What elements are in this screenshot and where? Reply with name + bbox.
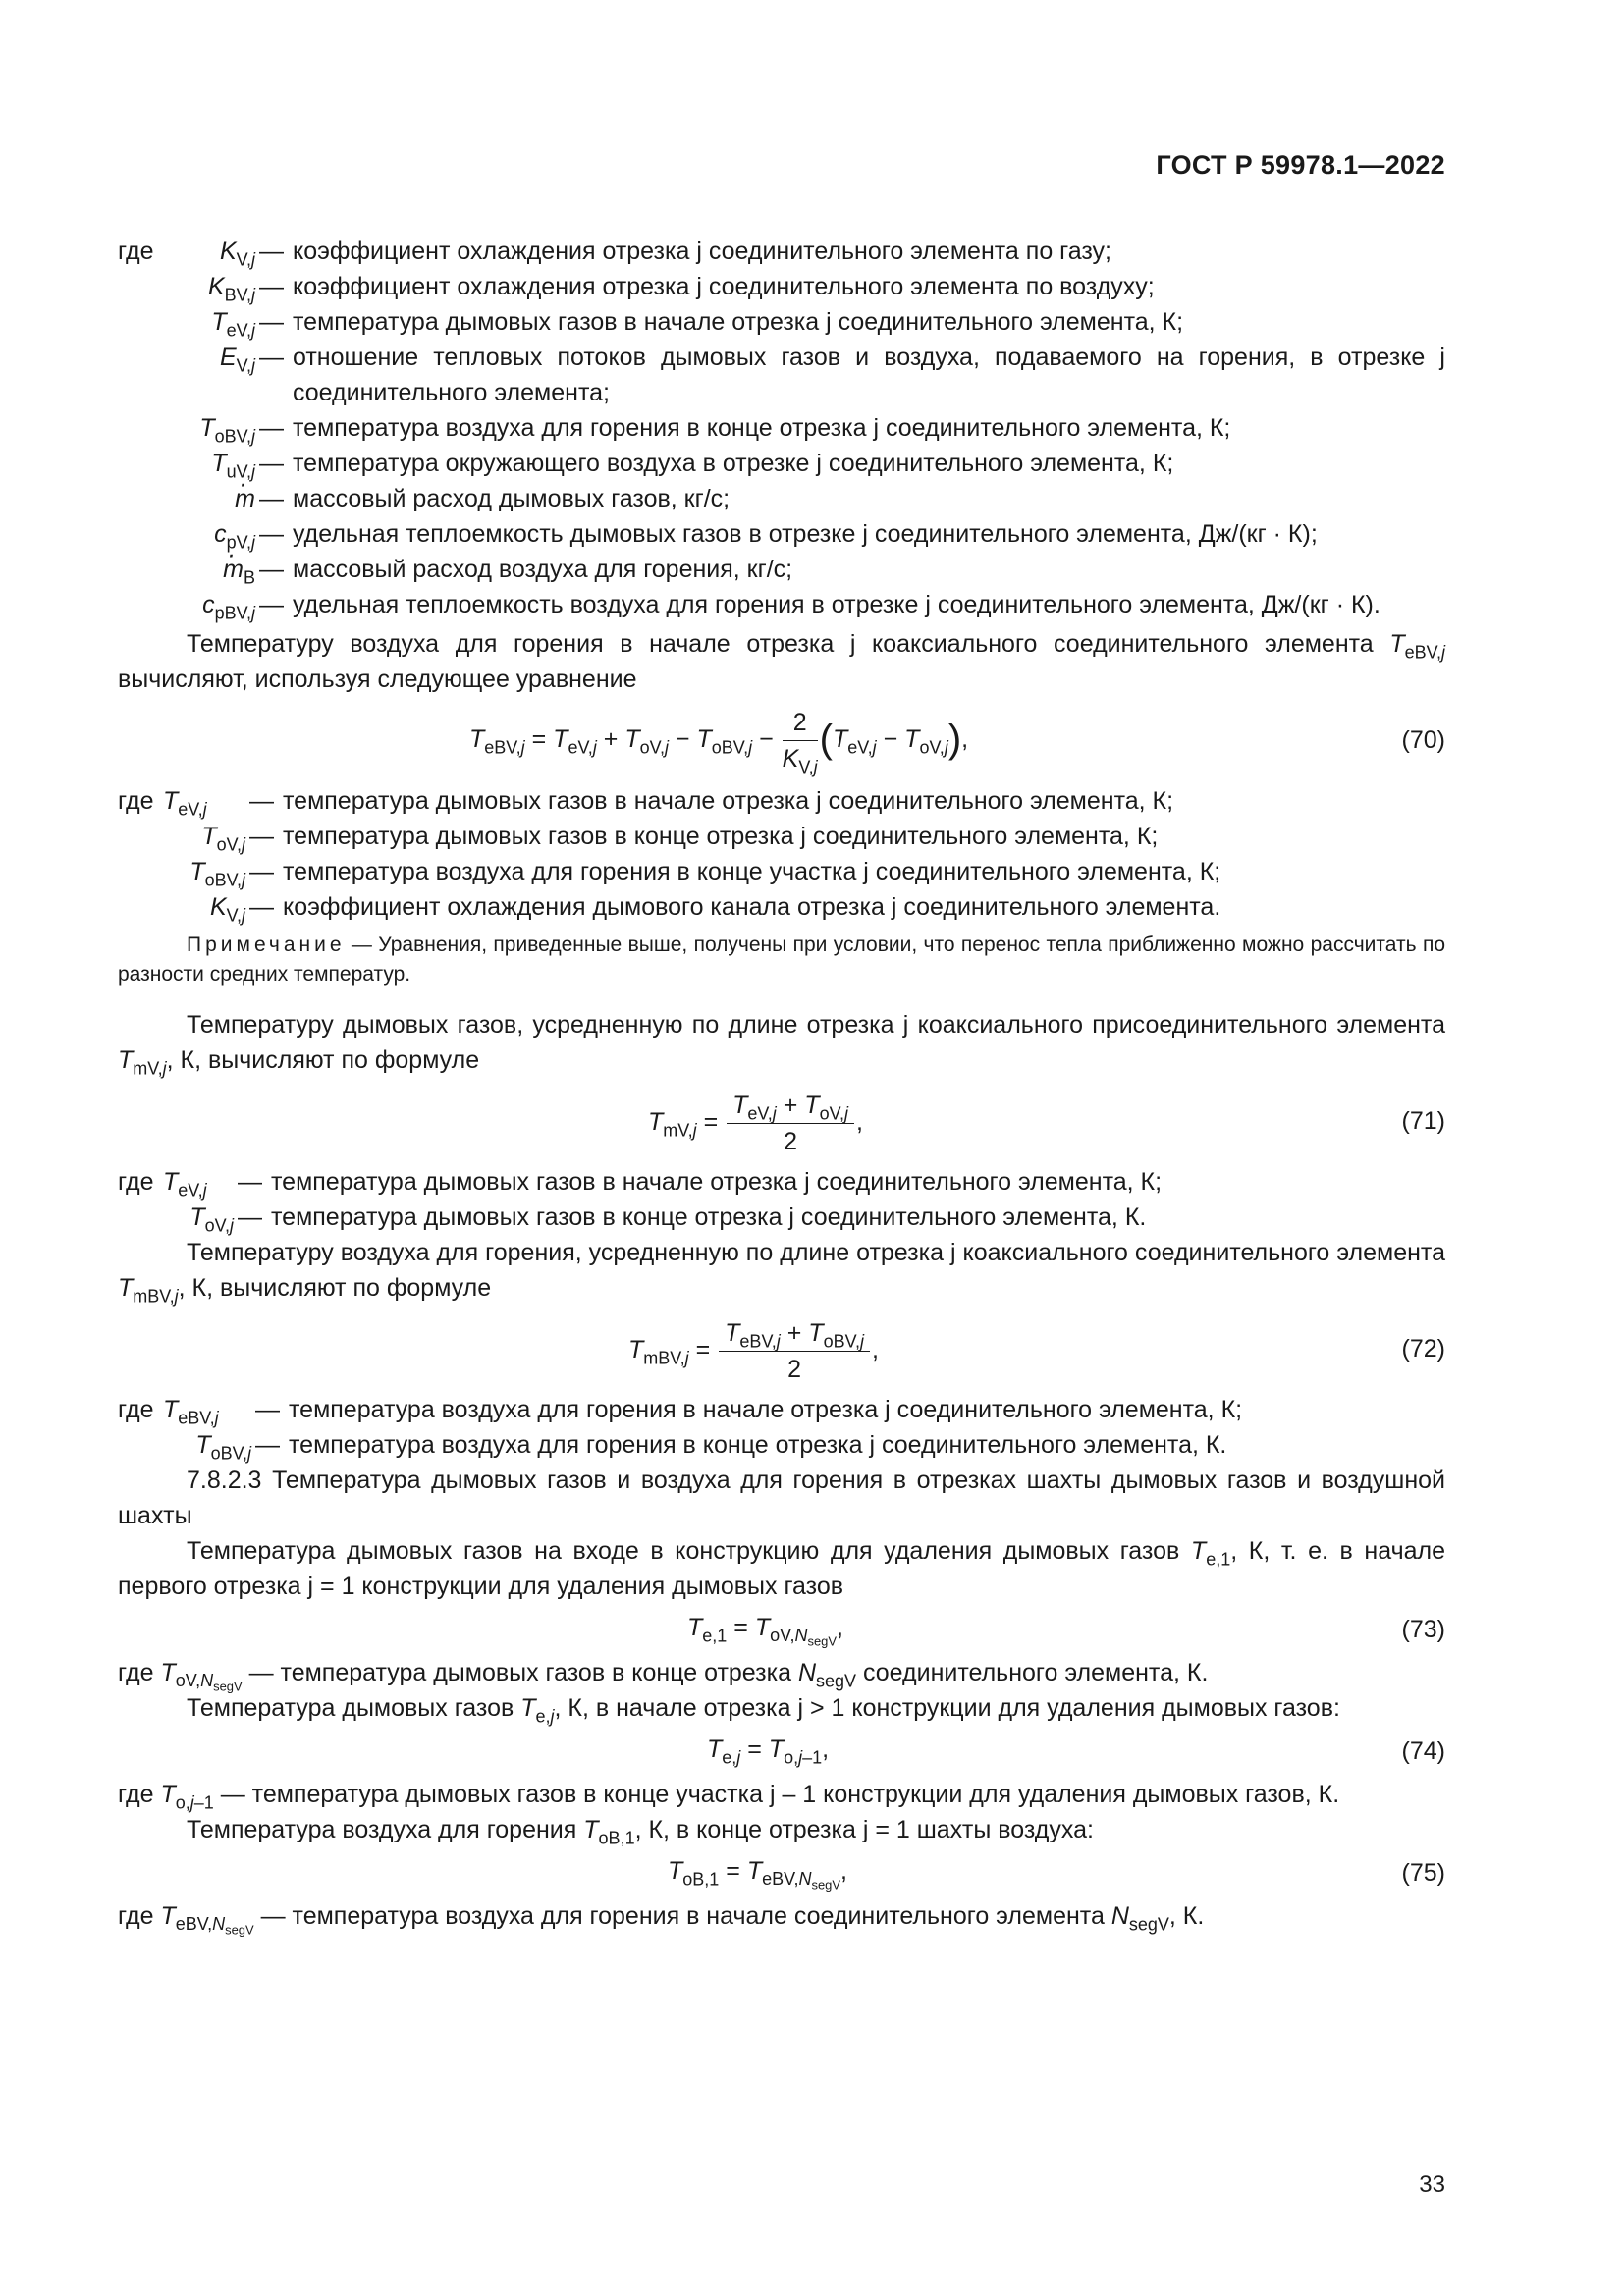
definition-text: температура дымовых газов в начале отрезка j соединительного элемента, К; xyxy=(271,1168,1163,1196)
equation-number: (75) xyxy=(1401,1859,1445,1887)
definition-line: где $T_{oV,N_{segV}}$ — температура дымовых газов в конце отрезка $N_{segV}$ соединительного элемента, К. xyxy=(118,1659,1209,1694)
paragraph: Температуру воздуха для горения в начале отрезка j коаксиального соединительного элемента $T_{eBV,j}$ вычисляют, используя следующее уравнение xyxy=(118,630,1445,693)
definition-text: коэффициент охлаждения дымового канала отрезка j соединительного элемента. xyxy=(283,893,1221,921)
note: Примечание — Уравнения, приведенные выше, получены при условии, что перенос тепла приближенно можно рассчитать по разности средних температур. xyxy=(118,934,1445,986)
definition-row: где $T_{eBV,j}$ — температура воздуха для горения в начале отрезка j соединительного элемента, К; xyxy=(118,1392,1445,1427)
definitions-list xyxy=(118,783,1445,925)
definition-line: где $T_{eBV,N_{segV}}$ — температура воздуха для горения в начале соединительного элемента $N_{segV}$, К. xyxy=(118,1902,1205,1938)
definition-row: $K_{V,j}$ — коэффициент охлаждения дымового канала отрезка j соединительного элемента. xyxy=(118,889,1445,925)
fraction: $\frac{2}{K_{V,j}}$ xyxy=(782,709,818,777)
definition-row: где $T_{eV,j}$ — температура дымовых газов в начале отрезка j соединительного элемента, К; xyxy=(118,1164,1445,1200)
paragraph: Температура воздуха для горения $T_{oB,1}$, К, в конце отрезка j = 1 шахты воздуха: xyxy=(187,1816,1094,1848)
definition-text: удельная теплоемкость дымовых газов в отрезке j соединительного элемента, Дж/(кг · К); xyxy=(293,520,1318,548)
definition-row: · m — массовый расход дымовых газов, кг/с; xyxy=(118,481,1445,516)
definitions-list xyxy=(118,1164,1445,1235)
definition-text: удельная теплоемкость воздуха для горения в отрезке j соединительного элемента, Дж/(кг · К). xyxy=(293,591,1380,618)
formula-73: $T_{e,1} = T_{oV,N_{segV}}$, (73) xyxy=(687,1614,1445,1649)
definitions-list xyxy=(118,1392,1445,1463)
fraction: $\frac{T_{eV,j} + T_{oV,j}}{2}$ xyxy=(727,1090,854,1157)
definition-text: коэффициент охлаждения отрезка j соединительного элемента по газу; xyxy=(293,238,1111,265)
definition-row: $T_{oBV,j}$ — температура воздуха для горения в конце отрезка j соединительного элемента, К. xyxy=(118,1427,1445,1463)
definition-text: температура дымовых газов в конце отрезка j соединительного элемента, К; xyxy=(283,823,1159,850)
equation-number: (73) xyxy=(1401,1616,1445,1643)
definition-text: отношение тепловых потоков дымовых газов и воздуха, подаваемого на горения, в отрезке j соединительного элемента; xyxy=(293,344,1445,406)
paragraph: Температуру дымовых газов, усредненную по длине отрезка j коаксиального присоединительного элемента $T_{mV,j}$, К, вычисляют по формуле xyxy=(118,1011,1445,1079)
formula-75: $T_{oB,1} = T_{eBV,N_{segV}}$, (75) xyxy=(668,1857,1445,1893)
definition-text: температура воздуха для горения в конце отрезка j соединительного элемента, К; xyxy=(293,414,1231,442)
definition-text: температура окружающего воздуха в отрезке j соединительного элемента, К; xyxy=(293,450,1174,477)
definitions-list xyxy=(118,234,1445,622)
formula-70: $T_{eBV,j} = T_{eV,j} + T_{oV,j} - T_{oBV,j}$ − $\frac{2}{K_{V,j}}$ $(T_{eV,j} - T_{oV,j})$, (70) xyxy=(469,709,1445,777)
formula-71: $T_{mV,j}$ = $\frac{T_{eV,j} + T_{oV,j}}{2}$ , (71) xyxy=(648,1092,1445,1155)
page-content xyxy=(118,234,1445,1938)
note-label: Примечание xyxy=(187,934,346,956)
definition-row: $c_{pV,j}$ — удельная теплоемкость дымовых газов в отрезке j соединительного элемента, Дж/(кг · К); xyxy=(118,516,1445,552)
definition-row: $T_{oV,j}$ — температура дымовых газов в конце отрезка j соединительного элемента, К; xyxy=(118,819,1445,854)
definition-row: $T_{uV,j}$ — температура окружающего воздуха в отрезке j соединительного элемента, К; xyxy=(118,446,1445,481)
definition-text: температура дымовых газов в начале отрезка j соединительного элемента, К; xyxy=(283,787,1174,815)
equation-number: (72) xyxy=(1401,1335,1445,1362)
definition-text: температура воздуха для горения в конце участка j соединительного элемента, К; xyxy=(283,858,1221,885)
fraction: $\frac{T_{eBV,j} + T_{oBV,j}}{2}$ xyxy=(719,1317,870,1385)
definition-row: $E_{V,j}$ — отношение тепловых потоков дымовых газов и воздуха, подаваемого на горения, в отрезке j соединительного элемента; xyxy=(118,340,1445,410)
equation-number: (74) xyxy=(1401,1737,1445,1765)
equation-number: (71) xyxy=(1401,1107,1445,1135)
definition-text: массовый расход дымовых газов, кг/с; xyxy=(293,485,731,512)
definition-text: температура воздуха для горения в начале отрезка j соединительного элемента, К; xyxy=(289,1396,1243,1423)
paragraph: Температуру воздуха для горения, усредненную по длине отрезка j коаксиального соединительного элемента $T_{mBV,j}$, К, вычисляют по формуле xyxy=(118,1239,1445,1307)
definition-row: · $m_B$ — массовый расход воздуха для горения, кг/с; xyxy=(118,552,1445,587)
definition-text: температура дымовых газов в начале отрезка j соединительного элемента, К; xyxy=(293,308,1184,336)
definition-row: где $T_{eV,j}$ — температура дымовых газов в начале отрезка j соединительного элемента, К; xyxy=(118,783,1445,819)
definition-row: $T_{oBV,j}$ — температура воздуха для горения в конце отрезка j соединительного элемента, К; xyxy=(118,410,1445,446)
page-number: 33 xyxy=(1419,2171,1445,2198)
definition-text: температура дымовых газов в конце отрезка j соединительного элемента, К. xyxy=(271,1203,1147,1231)
paragraph: Температура дымовых газов на входе в конструкцию для удаления дымовых газов $T_{e,1}$, К, т. е. в начале первого отрезка j = 1 конструкции для удаления дымовых газов xyxy=(118,1537,1445,1600)
formula-74: $T_{e,j} = T_{o,j-1}$, (74) xyxy=(707,1735,1445,1768)
definition-row: $K_{BV,j}$ — коэффициент охлаждения отрезка j соединительного элемента по воздуху; xyxy=(118,269,1445,304)
definition-row: $T_{eV,j}$ — температура дымовых газов в начале отрезка j соединительного элемента, К; xyxy=(118,304,1445,340)
definition-row: $c_{pBV,j}$ — удельная теплоемкость воздуха для горения в отрезке j соединительного элемента, Дж/(кг · К). xyxy=(118,587,1445,622)
definition-line: где $T_{o,j-1}$ — температура дымовых газов в конце участка j – 1 конструкции для удаления дымовых газов, К. xyxy=(118,1781,1340,1813)
equation-number: (70) xyxy=(1401,726,1445,754)
section-heading: 7.8.2.3 Температура дымовых газов и воздуха для горения в отрезках шахты дымовых газов и воздушной шахты xyxy=(118,1467,1445,1529)
definition-text: температура воздуха для горения в конце отрезка j соединительного элемента, К. xyxy=(289,1431,1227,1459)
paragraph: Температура дымовых газов $T_{e,j}$, К, в начале отрезка j > 1 конструкции для удаления дымовых газов: xyxy=(187,1694,1340,1727)
definition-row: $T_{oBV,j}$ — температура воздуха для горения в конце участка j соединительного элемента, К; xyxy=(118,854,1445,889)
definition-row: где $K_{V,j}$ — коэффициент охлаждения отрезка j соединительного элемента по газу; xyxy=(118,234,1445,269)
formula-72: $T_{mBV,j}$ = $\frac{T_{eBV,j} + T_{oBV,j}}{2}$ , (72) xyxy=(628,1319,1445,1383)
definition-text: коэффициент охлаждения отрезка j соединительного элемента по воздуху; xyxy=(293,273,1155,300)
document-code: ГОСТ Р 59978.1—2022 xyxy=(1156,150,1445,180)
definition-text: массовый расход воздуха для горения, кг/с; xyxy=(293,556,793,583)
definition-row: $T_{oV,j}$ — температура дымовых газов в конце отрезка j соединительного элемента, К. xyxy=(118,1200,1445,1235)
